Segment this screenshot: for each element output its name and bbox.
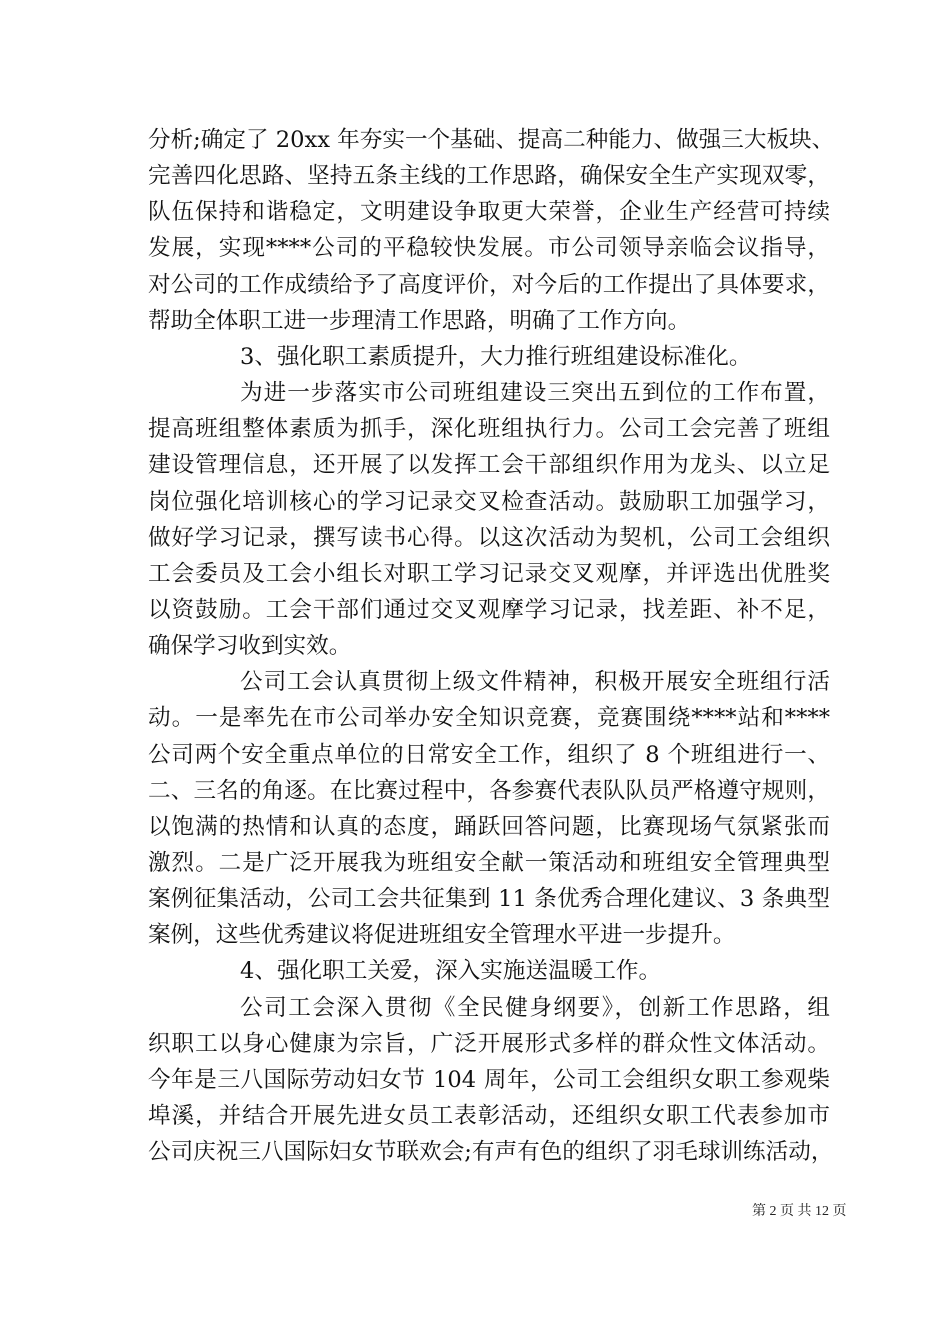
paragraph-line: 公司两个安全重点单位的日常安全工作，组织了 8 个班组进行一、 — [148, 741, 830, 768]
paragraph-line: 做好学习记录，撰写读书心得。以这次活动为契机，公司工会组织 — [148, 524, 830, 551]
section-heading: 4、强化职工关爱，深入实施送温暖工作。 — [240, 958, 662, 985]
section-heading: 3、强化职工素质提升，大力推行班组建设标准化。 — [240, 343, 752, 370]
paragraph-line: 提高班组整体素质为抓手，深化班组执行力。公司工会完善了班组 — [148, 416, 830, 443]
paragraph-line: 队伍保持和谐稳定，文明建设争取更大荣誉，企业生产经营可持续 — [148, 199, 830, 226]
paragraph-line: 二、三名的角逐。在比赛过程中，各参赛代表队队员严格遵守规则， — [148, 777, 830, 804]
paragraph-line: 案例，这些优秀建议将促进班组安全管理水平进一步提升。 — [148, 922, 736, 949]
paragraph-line: 公司工会深入贯彻《全民健身纲要》，创新工作思路，组 — [240, 994, 830, 1021]
paragraph-line: 动。一是率先在市公司举办安全知识竞赛，竞赛围绕****站和**** — [148, 705, 830, 732]
paragraph-line: 以饱满的热情和认真的态度，踊跃回答问题，比赛现场气氛紧张而 — [148, 813, 830, 840]
paragraph-line: 确保学习收到实效。 — [148, 633, 352, 660]
paragraph-line: 公司庆祝三八国际妇女节联欢会;有声有色的组织了羽毛球训练活动， — [148, 1139, 834, 1166]
paragraph-line: 公司工会认真贯彻上级文件精神，积极开展安全班组行活 — [240, 669, 830, 696]
paragraph-line: 案例征集活动，公司工会共征集到 11 条优秀合理化建议、3 条典型 — [148, 886, 830, 913]
paragraph-line: 织职工以身心健康为宗旨，广泛开展形式多样的群众性文体活动。 — [148, 1030, 830, 1057]
paragraph-line: 帮助全体职工进一步理清工作思路，明确了工作方向。 — [148, 307, 691, 334]
paragraph-line: 激烈。二是广泛开展我为班组安全献一策活动和班组安全管理典型 — [148, 850, 830, 876]
paragraph-line: 埠溪，并结合开展先进女员工表彰活动，还组织女职工代表参加市 — [148, 1103, 830, 1130]
paragraph-line: 对公司的工作成绩给予了高度评价，对今后的工作提出了具体要求， — [148, 271, 830, 298]
paragraph-line: 今年是三八国际劳动妇女节 104 周年，公司工会组织女职工参观柴 — [148, 1066, 830, 1093]
paragraph-line: 发展，实现****公司的平稳较快发展。市公司领导亲临会议指导， — [148, 235, 830, 262]
page-number-footer: 第 2 页 共 12 页 — [752, 1204, 847, 1219]
paragraph-line: 工会委员及工会小组长对职工学习记录交叉观摩，并评选出优胜奖 — [148, 560, 830, 587]
paragraph-line: 岗位强化培训核心的学习记录交叉检查活动。鼓励职工加强学习， — [148, 488, 830, 515]
paragraph-line: 以资鼓励。工会干部们通过交叉观摩学习记录，找差距、补不足， — [148, 596, 830, 623]
paragraph-line: 建设管理信息，还开展了以发挥工会干部组织作用为龙头、以立足 — [148, 452, 830, 479]
paragraph-line: 完善四化思路、坚持五条主线的工作思路，确保安全生产实现双零， — [148, 163, 830, 190]
paragraph-line: 为进一步落实市公司班组建设三突出五到位的工作布置， — [240, 380, 830, 407]
paragraph-line: 分析;确定了 20xx 年夯实一个基础、提高二种能力、做强三大板块、 — [148, 127, 835, 153]
